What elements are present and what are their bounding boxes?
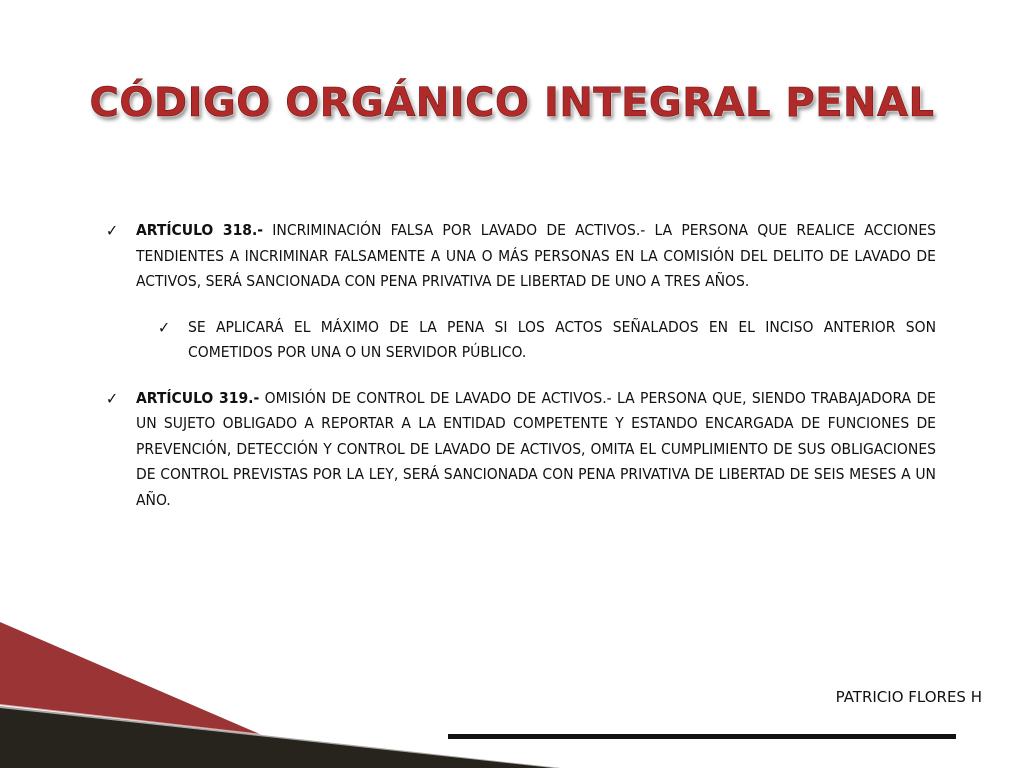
article-319-text: OMISIÓN DE CONTROL DE LAVADO DE ACTIVOS.- LA PERSONA QUE, SIENDO TRABAJADORA DE UN SUJETO OBLIGADO A REPORTAR A LA ENTIDAD COMPETENTE Y ESTANDO ENCARGADA DE FUNCIONES DE PREVENCIÓN, DETECCIÓN Y CONTROL DE LAVADO DE ACTIVOS, OMITA EL CUMPLIMIENTO DE SUS OBLIGACIONES DE CONTROL PREVISTAS POR LA LEY, SERÁ SANCIONADA CON PENA PRIVATIVA DE LIBERTAD DE SEIS MESES A UN AÑO. — [136, 388, 936, 509]
article-319-heading: ARTÍCULO 319.- — [136, 388, 260, 407]
footer-rule-line — [448, 734, 956, 739]
author-name: PATRICIO FLORES H — [835, 688, 982, 706]
slide-title: CÓDIGO ORGÁNICO INTEGRAL PENAL — [89, 80, 935, 126]
checkmark-icon: ✓ — [106, 221, 119, 240]
checkmark-icon: ✓ — [158, 317, 171, 337]
article-318-text: INCRIMINACIÓN FALSA POR LAVADO DE ACTIVOS.- LA PERSONA QUE REALICE ACCIONES TENDIENTES A INCRIMINAR FALSAMENTE A UNA O MÁS PERSONAS EN LA COMISIÓN DEL DELITO DE LAVADO DE ACTIVOS, SERÁ SANCIONADA CON PENA PRIVATIVA DE LIBERTAD DE UNO A TRES AÑOS. — [136, 221, 936, 290]
sub-note-text: SE APLICARÁ EL MÁXIMO DE LA PENA SI LOS ACTOS SEÑALADOS EN EL INCISO ANTERIOR SON COMETIDOS POR UNA O UN SERVIDOR PÚBLICO. — [188, 317, 936, 361]
article-318-heading: ARTÍCULO 318.- — [136, 221, 264, 239]
checkmark-icon: ✓ — [106, 388, 119, 408]
